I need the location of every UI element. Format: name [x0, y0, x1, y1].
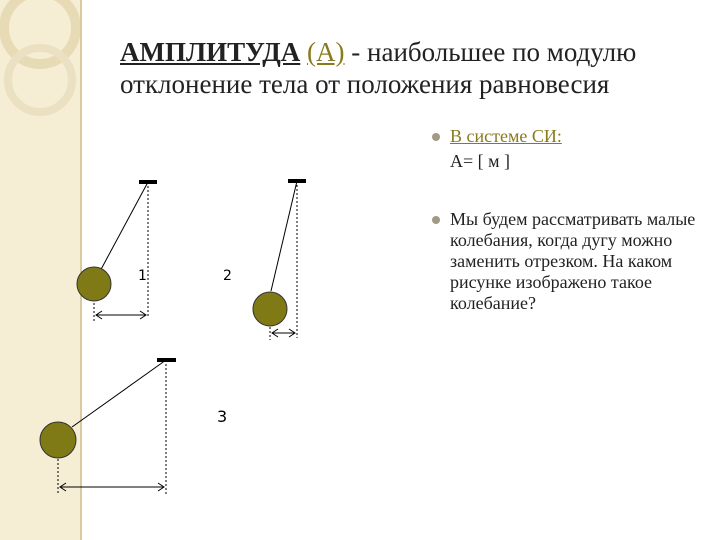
figure-label-2: 2: [223, 268, 232, 284]
figure-label-3: 3: [217, 407, 228, 426]
pendulum-figure-2: [223, 181, 306, 340]
pendulum-2-bob: [253, 292, 287, 326]
figure-label-1: 1: [138, 268, 147, 284]
si-label: В системе СИ:: [450, 126, 562, 146]
pendulum-3-bob: [40, 422, 76, 458]
title-definition: - наибольшее по модулю отклонение тела от положения равновесия: [120, 37, 637, 99]
pendulum-3-string: [72, 360, 166, 427]
pendulum-figure-3: [40, 360, 227, 495]
pendulum-1-bob: [77, 267, 111, 301]
title-symbol: (А): [307, 37, 345, 67]
title-term: АМПЛИТУДА: [120, 37, 301, 67]
pendulum-1-string: [98, 182, 148, 275]
pendulum-figure-1: [77, 182, 157, 322]
si-unit: А= [ м ]: [450, 151, 511, 171]
question-text: Мы будем рассматривать малые колебания, когда дугу можно заменить отрезком. На каком рисунке изображено такое колебание?: [450, 209, 696, 313]
pendulum-2-string: [271, 181, 297, 291]
